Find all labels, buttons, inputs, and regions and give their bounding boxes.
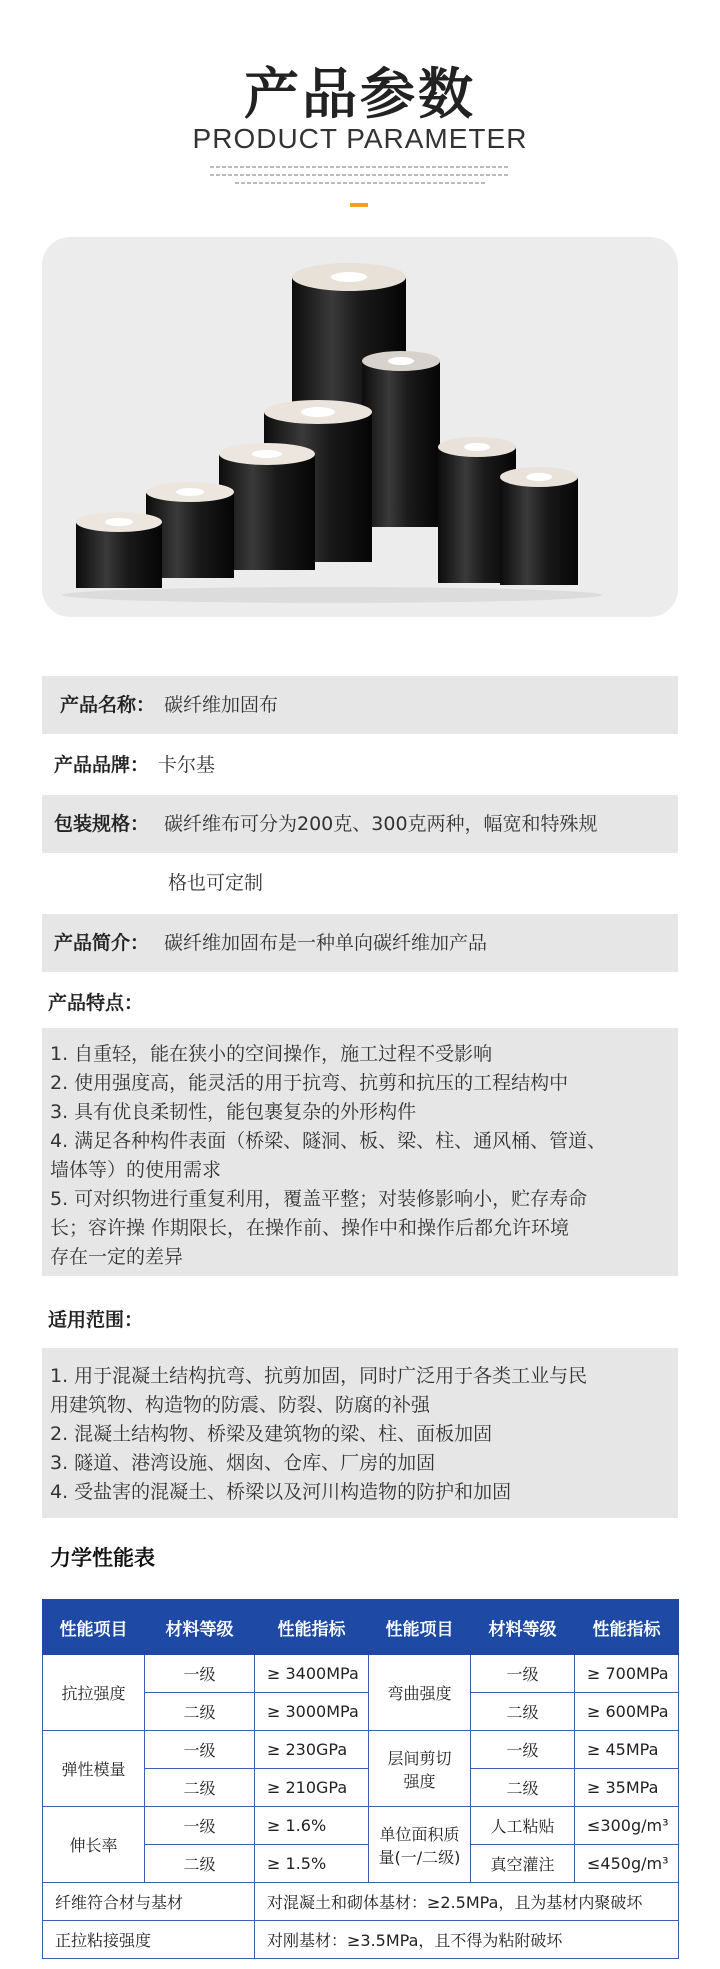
table-cell: 一级 — [471, 1731, 575, 1769]
list-item: 4. 受盐害的混凝土、桥梁以及河川构造物的防护和加固 — [50, 1481, 512, 1503]
list-item: 2. 使用强度高，能灵活的用于抗弯、抗剪和抗压的工程结构中 — [50, 1072, 569, 1094]
list-item: 用建筑物、构造物的防震、防裂、防腐的补强 — [50, 1394, 431, 1416]
table-cell: 对刚基材：≥3.5MPa，且不得为粘附破坏 — [255, 1921, 679, 1959]
table-cell: 二级 — [471, 1769, 575, 1807]
table-cell: 二级 — [471, 1693, 575, 1731]
cell-line: 强度 — [403, 1771, 436, 1791]
info-value: 碳纤维加固布 — [164, 694, 279, 716]
table-cell: 伸长率 — [43, 1807, 145, 1883]
info-row-name — [42, 676, 678, 734]
info-label: 产品品牌： — [54, 754, 150, 776]
table-cell: ≥ 230GPa — [255, 1731, 369, 1769]
list-item: 墙体等）的使用需求 — [50, 1159, 222, 1181]
page-subtitle: PRODUCT PARAMETER — [192, 123, 528, 154]
column-header: 材料等级 — [471, 1600, 575, 1655]
header — [0, 0, 720, 215]
table-cell: ≥ 600MPa — [575, 1693, 679, 1731]
cell-line: 单位面积质 — [379, 1824, 460, 1844]
table-header-row — [43, 1600, 679, 1655]
table-cell — [369, 1807, 471, 1883]
table-cell: ≥ 1.6% — [255, 1807, 369, 1845]
column-header: 性能指标 — [575, 1600, 679, 1655]
list-item: 存在一定的差异 — [50, 1246, 184, 1268]
table-cell: ≥ 3000MPa — [255, 1693, 369, 1731]
list-item: 长；容许操 作期限长，在操作前、操作中和操作后都允许环境 — [50, 1217, 570, 1239]
info-label: 产品简介： — [54, 932, 150, 954]
table-cell: 一级 — [471, 1655, 575, 1693]
table-title: 力学性能表 — [50, 1546, 155, 1570]
table-cell: 纤维符合材与基材 — [43, 1883, 255, 1921]
table-cell: 二级 — [145, 1693, 255, 1731]
info-value: 碳纤维加固布是一种单向碳纤维加产品 — [164, 932, 488, 954]
decorative-fine-text — [235, 182, 485, 184]
accent-bar — [350, 203, 368, 207]
info-value-continued: 格也可定制 — [168, 872, 264, 894]
info-row-spec — [42, 795, 678, 853]
decorative-fine-text — [210, 166, 510, 168]
column-header: 性能项目 — [43, 1600, 145, 1655]
table-cell: 弯曲强度 — [369, 1655, 471, 1731]
info-row-intro — [42, 914, 678, 972]
table-cell: ≥ 1.5% — [255, 1845, 369, 1883]
info-value: 碳纤维布可分为200克、300克两种，幅宽和特殊规 — [164, 813, 598, 835]
table-row — [43, 1921, 679, 1959]
column-header: 性能指标 — [255, 1600, 369, 1655]
table-cell: ≥ 45MPa — [575, 1731, 679, 1769]
table-row — [43, 1883, 679, 1921]
scope-title: 适用范围： — [48, 1309, 144, 1331]
table-cell: ≤300g/m³ — [575, 1807, 679, 1845]
column-header: 性能项目 — [369, 1600, 471, 1655]
table-row — [43, 1655, 679, 1693]
list-item: 1. 用于混凝土结构抗弯、抗剪加固，同时广泛用于各类工业与民 — [50, 1365, 588, 1387]
table-cell: ≥ 3400MPa — [255, 1655, 369, 1693]
table-cell: 抗拉强度 — [43, 1655, 145, 1731]
table-cell: ≥ 35MPa — [575, 1769, 679, 1807]
table-cell: 一级 — [145, 1655, 255, 1693]
table-cell: 正拉粘接强度 — [43, 1921, 255, 1959]
mechanical-properties-table — [42, 1599, 679, 1959]
table-cell: 对混凝土和砌体基材：≥2.5MPa，且为基材内聚破坏 — [255, 1883, 679, 1921]
table-cell: 弹性模量 — [43, 1731, 145, 1807]
list-item: 2. 混凝土结构物、桥梁及建筑物的梁、柱、面板加固 — [50, 1423, 493, 1445]
carbon-fiber-rolls-image — [42, 237, 678, 617]
scope-list — [42, 1348, 678, 1518]
list-item: 1. 自重轻，能在狭小的空间操作，施工过程不受影响 — [50, 1043, 493, 1065]
table-cell: 一级 — [145, 1731, 255, 1769]
list-item: 5. 可对织物进行重复利用，覆盖平整；对装修影响小，贮存寿命 — [50, 1188, 588, 1210]
table-cell: ≥ 210GPa — [255, 1769, 369, 1807]
column-header: 材料等级 — [145, 1600, 255, 1655]
table-cell: 二级 — [145, 1769, 255, 1807]
info-value: 卡尔基 — [158, 754, 216, 776]
table-cell: 二级 — [145, 1845, 255, 1883]
product-image — [42, 237, 678, 617]
decorative-fine-text — [210, 174, 510, 176]
info-row-spec-cont — [42, 854, 678, 912]
info-label: 产品名称： — [60, 694, 156, 716]
list-item: 3. 隧道、港湾设施、烟囱、仓库、厂房的加固 — [50, 1452, 436, 1474]
page-title: 产品参数 — [243, 62, 476, 126]
list-item: 3. 具有优良柔韧性，能包裹复杂的外形构件 — [50, 1101, 417, 1123]
info-label: 包装规格： — [54, 813, 150, 835]
info-row-brand — [42, 736, 678, 794]
features-title: 产品特点： — [48, 992, 144, 1014]
table-cell — [369, 1731, 471, 1807]
cell-line: 层间剪切 — [387, 1748, 452, 1768]
table-row — [43, 1807, 679, 1845]
table-cell: 一级 — [145, 1807, 255, 1845]
features-list — [42, 1028, 678, 1276]
table-cell: ≤450g/m³ — [575, 1845, 679, 1883]
list-item: 4. 满足各种构件表面（桥梁、隧洞、板、梁、柱、通风桶、管道、 — [50, 1130, 607, 1152]
table-cell: 真空灌注 — [471, 1845, 575, 1883]
table-cell: 人工粘贴 — [471, 1807, 575, 1845]
table-cell: ≥ 700MPa — [575, 1655, 679, 1693]
cell-line: 量(一/二级) — [378, 1847, 461, 1867]
table-row — [43, 1731, 679, 1769]
